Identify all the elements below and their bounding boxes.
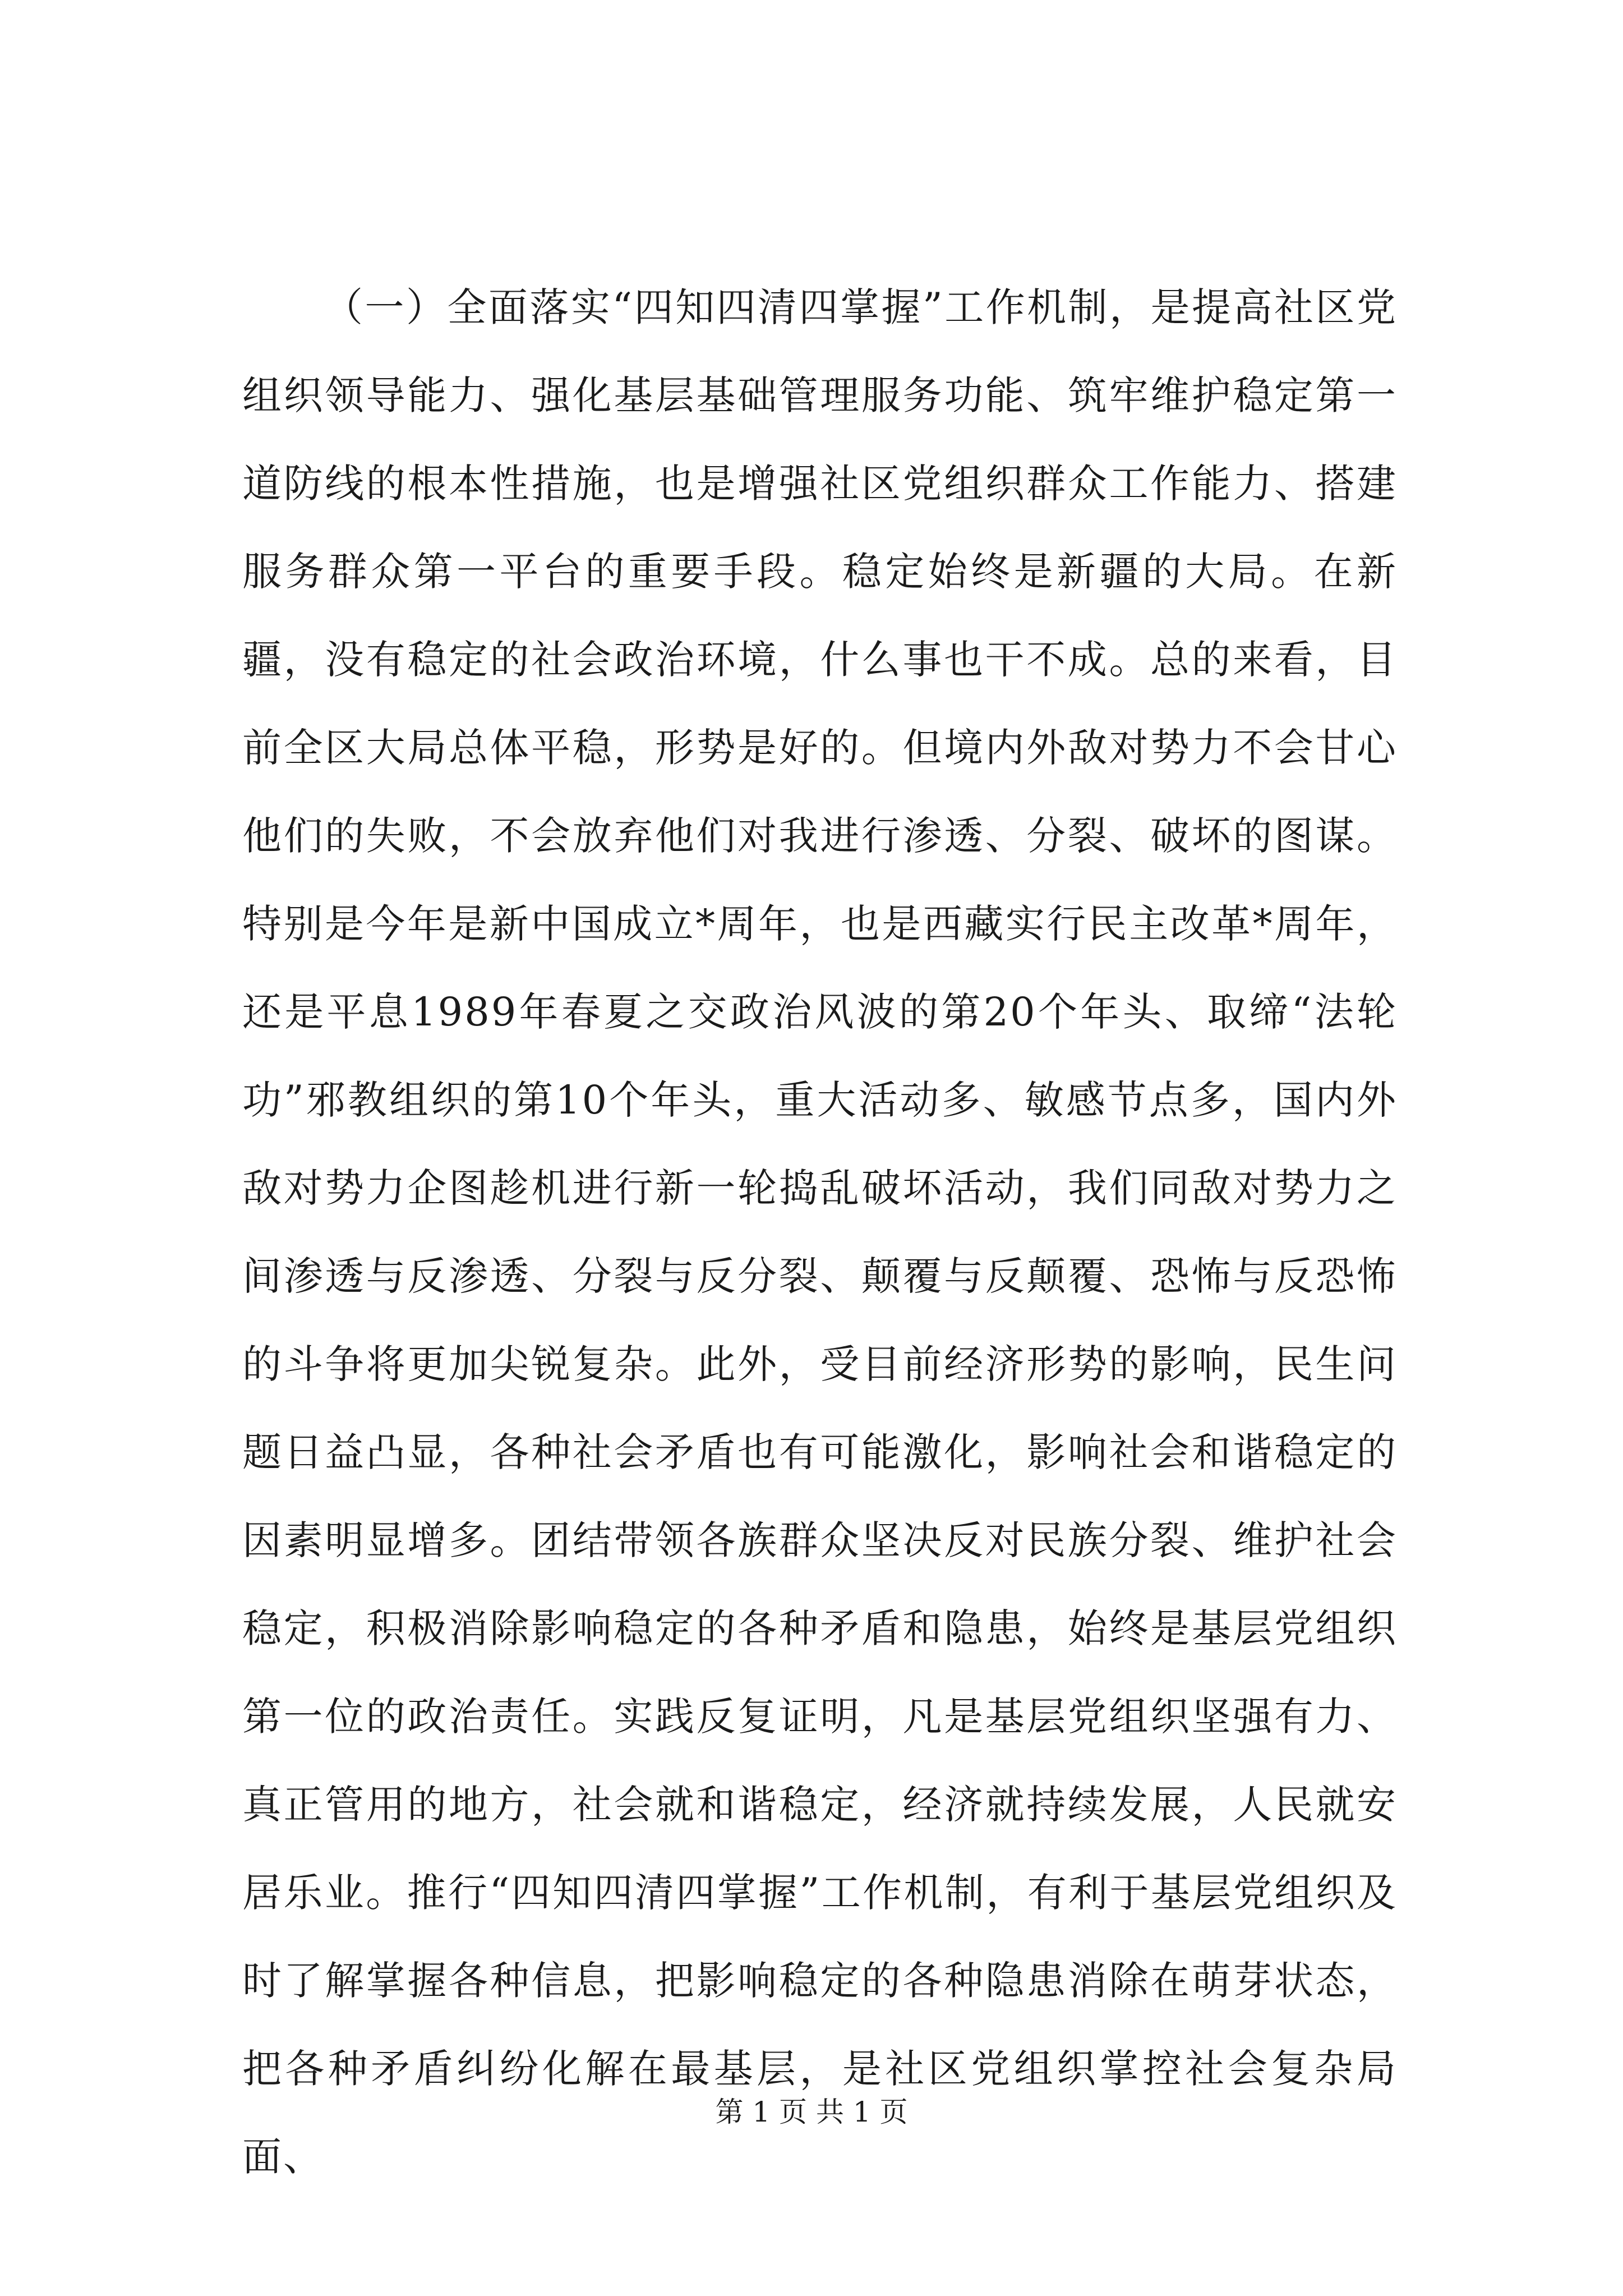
page-footer: 第 1 页 共 1 页 [715,2096,908,2128]
body-paragraph: （一）全面落实“四知四清四掌握”工作机制，是提高社区党组织领导能力、强化基层基础管理服务功能、筑牢维护稳定第一道防线的根本性措施，也是增强社区党组织群众工作能力、搭建服务群众第一平台的重要手段。稳定始终是新疆的大局。在新疆，没有稳定的社会政治环境，什么事也干不成。总的来看，目前全区大局总体平稳，形势是好的。但境内外敌对势力不会甘心他们的失败，不会放弃他们对我进行渗透、分裂、破坏的图谋。特别是今年是新中国成立*周年，也是西藏实行民主改革*周年，还是平息1989年春夏之交政治风波的第20个年头、取缔“法轮功”邪教组织的第10个年头，重大活动多、敏感节点多，国内外敌对势力企图趁机进行新一轮捣乱破坏活动，我们同敌对势力之间渗透与反渗透、分裂与反分裂、颠覆与反颠覆、恐怖与反恐怖的斗争将更加尖锐复杂。此外，受目前经济形势的影响，民生问题日益凸显，各种社会矛盾也有可能激化，影响社会和谐稳定的因素明显增多。团结带领各族群众坚决反对民族分裂、维护社会稳定，积极消除影响稳定的各种矛盾和隐患，始终是基层党组织第一位的政治责任。实践反复证明，凡是基层党组织坚强有力、真正管用的地方，社会就和谐稳定，经济就持续发展，人民就安居乐业。推行“四知四清四掌握”工作机制，有利于基层党组织及时了解掌握各种信息，把影响稳定的各种隐患消除在萌芽状态，把各种矛盾纠纷化解在最基层，是社区党组织掌控社会复杂局面、 [242,284,1398,2180]
